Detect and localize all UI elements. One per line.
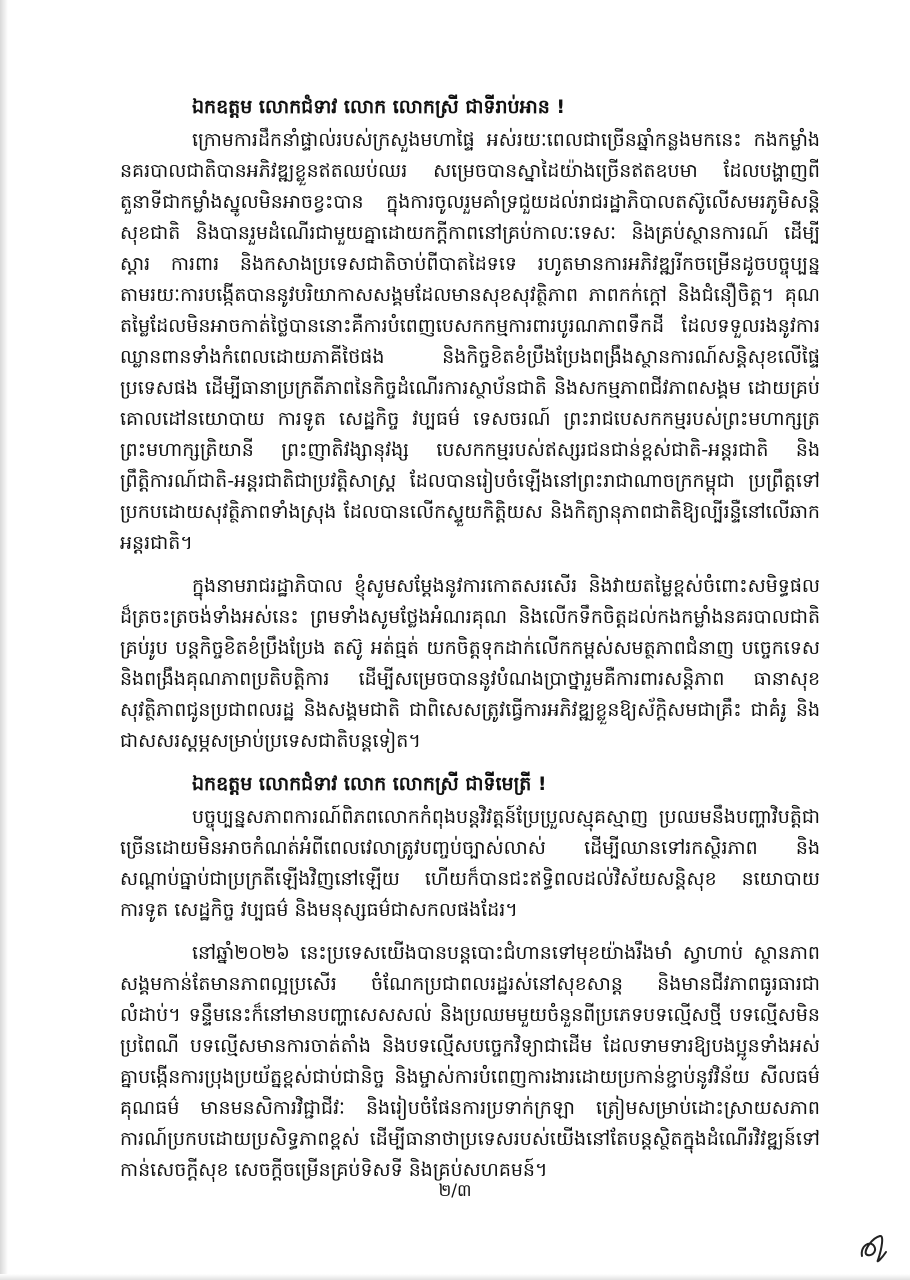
- scan-edge-left: [0, 0, 8, 1280]
- salutation-2: ឯកឧត្តម លោកជំទាវ លោក លោកស្រី ជាទីមេត្រី !: [192, 773, 547, 795]
- paragraph-4: នៅឆ្នាំ២០២៦ នេះប្រទេសយើងបានបន្តបោះជំហានទៅមុខយ៉ាងរឹងមាំ ស្វាហាប់ ស្ថានភាពសង្គមកាន់តែមានភាពល្អប្រសើរ ចំណែកប្រជាពលរដ្ឋរស់នៅសុខសាន្ត និងមានជីវភាពធូរធារជាលំដាប់។ ទន្ទឹមនេះក៏នៅមានបញ្ហាសេសសល់ និងប្រឈមមួយចំនួនពីប្រភេទបទល្មើសថ្មី បទល្មើសមិនប្រពៃណី បទល្មើសមានការចាត់តាំង និងបទល្មើសបច្ចេកវិទ្យាជាដើម ដែលទាមទារឱ្យបងប្អូនទាំងអស់គ្នាបង្កើនការប្រុងប្រយ័ត្នខ្ពស់ជាប់ជានិច្ច និងម្ចាស់ការបំពេញការងារដោយប្រកាន់ខ្ជាប់នូវវិន័យ សីលធម៌ គុណធម៌ មានមនសិការវិជ្ជាជីវៈ និងរៀបចំផែនការប្រទាក់ក្រឡា ត្រៀមសម្រាប់ដោះស្រាយសភាពការណ៍ប្រកបដោយប្រសិទ្ធភាពខ្ពស់ ដើម្បីធានាថាប្រទេសរបស់យើងនៅតែបន្តស្ថិតក្នុងដំណើរវិវឌ្ឍន៍ទៅកាន់សេចក្តីសុខ សេចក្តីចម្រើនគ្រប់ទិសទី និងគ្រប់សហគមន៍។: [120, 942, 820, 1181]
- paragraph-1: ក្រោមការដឹកនាំផ្ទាល់របស់ក្រសួងមហាផ្ទៃ អស់រយៈពេលជាច្រើនឆ្នាំកន្លងមកនេះ កងកម្លាំងនគរបាលជាតិបានអភិវឌ្ឍខ្លួនឥតឈប់ឈរ សម្រេចបានស្នាដៃយ៉ាងច្រើនឥតឧបមា ដែលបង្ហាញពីតួនាទីជាកម្លាំងស្នូលមិនអាចខ្វះបាន ក្នុងការចូលរួមគាំទ្រជួយដល់រាជរដ្ឋាភិបាលតស៊ូលើសមរភូមិសន្តិសុខជាតិ និងបានរួមដំណើរជាមួយគ្នាដោយកក្តីកាពនៅគ្រប់កាលៈទេសៈ និងគ្រប់ស្ថានការណ៍ ដើម្បីស្តារ ការពារ និងកសាងប្រទេសជាតិចាប់ពីបាតដៃទទេ រហូតមានការអភិវឌ្ឍរីកចម្រើនដូចបច្ចុប្បន្ន តាមរយៈការបង្កើតបាននូវបរិយាកាសសង្គមដែលមានសុខសុវត្ថិភាព ភាពកក់ក្តៅ និងជំនឿចិត្ត។ គុណតម្លៃដែលមិនអាចកាត់ថ្លៃបាននោះគឺការបំពេញបេសកកម្មការពារបូរណភាពទឹកដី ដែលទទួលរងនូវការឈ្លានពានទាំងកំពេលដោយភាគីថៃផង និងកិច្ចខិតខំប្រឹងប្រែងពង្រឹងស្ថានការណ៍សន្តិសុខលើផ្ទៃប្រទេសផង ដើម្បីធានាប្រក្រតីភាពនៃកិច្ចដំណើរការស្ថាប័នជាតិ និងសកម្មភាពជីវភាពសង្គម ដោយគ្រប់គោលដៅនយោបាយ ការទូត សេដ្ឋកិច្ច វប្បធម៌ ទេសចរណ៍ ព្រះរាជបេសកកម្មរបស់ព្រះមហាក្សត្រ ព្រះមហាក្សត្រិយានី ព្រះញាតិវង្សានុវង្ស បេសកកម្មរបស់ឥស្សរជនជាន់ខ្ពស់ជាតិ-អន្តរជាតិ និងព្រឹត្តិការណ៍ជាតិ-អន្តរជាតិជាប្រវត្តិសាស្ត្រ ដែលបានរៀបចំឡើងនៅព្រះរាជាណាចក្រកម្ពុជា ប្រព្រឹត្តទៅប្រកបដោយសុវត្ថិភាពទាំងស្រុង ដែលបានលើកស្ទួយកិត្តិយស និងកិត្យានុភាពជាតិឱ្យល្បីរន្ទឺនៅលើឆាកអន្តរជាតិ។: [120, 129, 820, 554]
- paragraph-2: ក្នុងនាមរាជរដ្ឋាភិបាល ខ្ញុំសូមសម្តែងនូវការកោតសរសើរ និងវាយតម្លៃខ្ពស់ចំពោះសមិទ្ធផលដ៏ត្រចះត្រចង់ទាំងអស់នេះ ព្រមទាំងសូមថ្លែងអំណរគុណ និងលើកទឹកចិត្តដល់កងកម្លាំងនគរបាលជាតិគ្រប់រូប បន្តកិច្ចខិតខំប្រឹងប្រែង តស៊ូ អត់ធ្មត់ យកចិត្តទុកដាក់លើកកម្ពស់សមត្ថភាពជំនាញ បច្ចេកទេស និងពង្រឹងគុណភាពប្រតិបត្តិការ ដើម្បីសម្រេចបាននូវបំណងប្រាថ្នារួមគឺការពារសន្តិភាព ធានាសុខសុវត្ថិភាពជូនប្រជាពលរដ្ឋ និងសង្គមជាតិ ជាពិសេសត្រូវធ្វើការអភិវឌ្ឍខ្លួនឱ្យស័ក្តិសមជាគ្រឹះ ជាគំរូ និងជាសសរស្តម្ភសម្រាប់ប្រទេសជាតិបន្តទៀត។: [120, 575, 820, 752]
- paragraph-3: បច្ចុប្បន្នសភាពការណ៍ពិភពលោកកំពុងបន្តវិវត្តន៍ប្រែប្រួលស្មុគស្មាញ ប្រឈមនឹងបញ្ហាវិបត្តិជាច្រើនដោយមិនអាចកំណត់អំពីពេលវេលាត្រូវបញ្ចប់ច្បាស់លាស់ ដើម្បីឈានទៅរកស្ថិរភាព និងសណ្តាប់ធ្នាប់ជាប្រក្រតីឡើងវិញនៅឡើយ ហើយក៏បានជះឥទ្ធិពលដល់វិស័យសន្តិសុខ នយោបាយ ការទូត សេដ្ឋកិច្ច វប្បធម៌ និងមនុស្សធម៌ជាសកលផងដែរ។: [120, 806, 820, 921]
- page-number: ២/៣: [438, 1181, 472, 1201]
- handwritten-initial-icon: [852, 1228, 892, 1268]
- document-body: [120, 92, 820, 1198]
- salutation-1: ឯកឧត្តម លោកជំទាវ លោក លោកស្រី ជាទីរាប់អាន !: [192, 96, 566, 118]
- scan-edge-bottom: [0, 1274, 910, 1280]
